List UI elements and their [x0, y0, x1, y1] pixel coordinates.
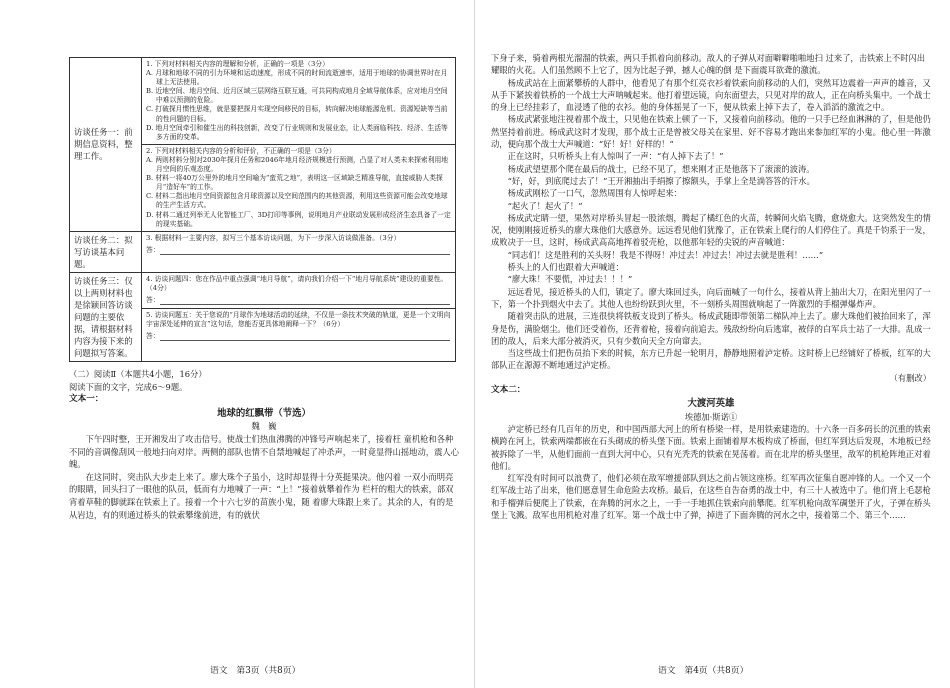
answer-label: 答： — [146, 331, 160, 340]
section-instruction: 阅读下面的文字，完成6～9题。 — [69, 381, 188, 392]
section-heading: （二）阅读Ⅱ（本题共4小题，16分） — [69, 369, 207, 379]
page-footer-right: 语文 第4页（共8页） — [658, 666, 749, 676]
right-page — [475, 0, 950, 688]
answer-line[interactable] — [160, 331, 450, 341]
question-2-option-b: B. 材料一将40万公里外的地月空间喻为“蛮荒之地”，表明这一区域缺乏精准导航，直接威胁人类探月“造好车”的工作。 — [146, 174, 443, 192]
task-1-questions — [142, 58, 456, 232]
question-2 — [146, 145, 451, 229]
question-1-option-a: A. 月球和地球不同的引力环境和运动速度，形成不同的时间流逝速率，适用于地球的协调世界时在月球上无法使用。 — [146, 69, 448, 87]
question-3 — [142, 231, 456, 272]
text1-continued-paragraph: 杨成武紧张地注视着那个战士，只见他在铁索上顿了一下，又接着向前移动。他的一只手已经血淋淋的了，但是他仍然坚持着前进。杨成武这时才发现，那个战士正是曾被父母关在家里、好不容易才跑出来参加红军的小鬼。他心里一阵激动，便向那个战士大声喊道：“好！好！好样的！” — [491, 114, 931, 150]
text1-continued-paragraph: 杨成武刚松了一口气，忽然周围有人惊呼起来： — [507, 188, 682, 199]
question-2-option-c: C. 材料二指出地月空间资源包含月球资源以及空间范围内的其他资源，利用这些资源可能会改变地球的生产生活方式。 — [146, 192, 448, 210]
question-3-stem: 3. 根据材料一主要内容，拟写三个基本访谈问题，为下一步深入访谈做准备。（3分） — [146, 233, 401, 242]
question-1-option-d: D. 地月空间牵引和催生出的科技创新，改变了行业规则和发展业态，让人类面临科技、经济、生活等多方面的变革。 — [146, 123, 448, 141]
answer-line[interactable] — [160, 245, 450, 255]
task-row-2 — [70, 231, 456, 272]
text2-paragraph: 泸定桥已经有几百年的历史，和中国西部大河上的所有桥梁一样，是用铁索建造的。十六条一百多码长的沉重的铁索横跨在河上，铁索两端都嵌在石头砌成的桥头堡下面。铁索上面铺着厚木板构成了桥面，但红军到达后发现，木地板已经被拆除了一半，从他们面前一直到大河中心，只有光秃秃的铁索在晃荡着。而在北岸的桥头堡里，敌军的机枪阵地正对着他们。 — [491, 423, 931, 471]
source-note: （有删改） — [889, 372, 931, 383]
text1-continued-paragraph: 杨成武定睛一望，果然对岸桥头冒起一股浓烟，腾起了橘红色的火苗，转瞬间火焰飞腾，愈烧愈大。这突然发生的情况，使刚刚接近桥头的廖大珠他们大感意外。远远看见他们犹豫了，正在铁索上爬行的人们停住了。真是千钧系于一发，成败决于一旦，这时，杨成武高高地挥着驳壳枪，以他那年轻的尖锐的声音喊道： — [491, 212, 931, 248]
text1-continued-paragraph: “廖大珠！不要慌，冲过去！！！” — [507, 274, 633, 285]
text2-author: 埃德加·斯诺① — [684, 411, 738, 422]
text1-paragraph: 下午四时整，王开湘发出了攻击信号。使战士们热血沸腾的冲锋号声响起来了，接着枉 童机枪和各种不同的音调像刮风一般地扫向对岸。两侧的部队也情不自禁地喊起了冲杀声，一时竟显得山摇地动，震人心魄。 — [69, 433, 459, 470]
task-row-1 — [70, 58, 456, 232]
text1-continued-paragraph: 正在这时，只听桥头上有人惊叫了一声：“有人掉下去了！” — [507, 151, 724, 162]
task-3-questions — [142, 272, 456, 361]
text1-continued-paragraph: 随着突击队的进展，三连很快将铁板支设到了桥头。杨成武随即带领第二梯队冲上去了。廖大珠他们被抬回来了，浑身是伤，满脸烟尘。他们还受着伤，还背着枪，接着向前追去。残敌纷纷向后逃窜，被俘的白军兵士站了一大排。乱成一团的敌人，后来大部分被消灭，只有少数向天全方向窜去。 — [491, 311, 931, 346]
question-1 — [142, 60, 455, 145]
text1-continued-paragraph: 桥头上的人们也跟着大声喊道： — [507, 262, 624, 273]
question-2-option-d: D. 材料二通过列举无人化智能工厂、3D打印等事例，说明地月产业联动发展形成经济生态具备了一定的现实基础。 — [146, 210, 451, 228]
task-3-label: 访谈任务三：仅以上两则材料也是徐颖回答访谈问题的主要依据，请根据材料内容为接下来的问题拟写答案。 — [70, 272, 142, 361]
page-footer-left: 语文 第3页（共8页） — [210, 666, 301, 676]
question-4 — [142, 275, 455, 309]
question-1-option-c: C. 打破探月惯性思维，就是要把探月实现空间移民的目标，转向解决地球能源危机、资源短缺等当前的性问题的目标。 — [146, 105, 448, 123]
text1-paragraph: 在这同时，突击队大步走上来了。廖大珠个子虽小，这时却显得十分英挺果决。他闪着 一双小而明亮的眼睛，回头扫了一眼他的队员，低而有力地喊了一声：“上！”接着就攀着作为 栏杆的粗大的铁索，部双宵着草鞋的脚就踩在铁索上了。接着一个十六七岁的苗族小鬼，随 着廖大珠跟上来了。其余的人，有的是从岩边，有的则通过桥头的铁索攀缘前进，有的就伏 — [69, 471, 454, 520]
question-3-answer — [146, 245, 451, 255]
answer-label: 答： — [146, 295, 160, 304]
text2-paragraph: 红军没有时间可以浪费了，他们必须在敌军增援部队到达之前占领这座桥。红军再次征集自愿冲锋的人。一个又一个红军战士站了出来，他们愿意冒生命危险去攻桥。最后，在这些自告奋勇的战士中，有三十人被选中了。他们背上毛瑟枪和手榴弹后便爬上了铁索，在奔腾的河水之上，一手一手地抓住铁索向前攀爬。红军机枪向敌军碉堡开了火，子弹在桥头堡上飞溅。敌军也用机枪对准了红军。第一个战士中了弹，掉进了下面奔腾的河水之中，接着第二个、第三个…… — [491, 473, 931, 520]
question-1-option-b: B. 近地空间、地月空间、近月区域三层网络互联互通，可共同构成地月全域导航体系，应对地月空间中难以预测的危险。 — [146, 87, 448, 105]
question-5-stem: 5. 访谈问题五：关于您说的“月球作为地球活动的延续，不仅是一条技术突破的轨道，更是一个文明向宇宙深处延伸的宣言”这句话，您能否更具体地阐释一下？（6分） — [146, 310, 451, 328]
reading-section-left — [69, 368, 459, 521]
text1-title: 地球的红飘带（节选） — [217, 407, 311, 419]
text1-continued-paragraph: “起火了！起火了！” — [507, 200, 583, 211]
text1-continued-paragraph: 当这些战士们把伤员抬下来的时候，东方已升起一轮明月，静静地照着泸定桥。这时桥上已经铺好了桥板，红军的大部队正在源源不断地通过泸定桥。 — [491, 348, 931, 371]
task-row-3 — [70, 272, 456, 361]
text1-continued-paragraph: “好，好，到底爬过去了！”王开湘抽出手绢擦了擦额头，手掌上全是淌答答的汗水。 — [507, 175, 815, 186]
text1-continued-paragraph: “同志们！这是胜利的关头呀！我是不得呀！冲过去！冲过去！冲过去就是胜利！……” — [507, 249, 824, 260]
reading-section-right — [491, 52, 931, 521]
question-2-stem: 2. 下列对材料相关内容的分析和评价，不正确的一项是（3分） — [146, 146, 336, 155]
interview-task-table — [69, 57, 456, 362]
question-5-answer — [146, 331, 451, 341]
answer-label: 答： — [146, 245, 160, 254]
text1-author: 魏 巍 — [251, 421, 277, 432]
question-4-stem: 4. 访谈问题四：您在作品中重点强调“地月导航”，请向我们介绍一下“地月导航系统”建设的重要性。（4分） — [146, 274, 448, 292]
question-2-option-a: A. 两则材料分别对2030年探月任务和2046年地月经济规模进行预测，凸显了对人类未来探索利用地月空间的乐观态度。 — [146, 155, 449, 174]
question-5 — [146, 309, 451, 341]
text1-continued-paragraph: 杨成武望望那个爬在最后的战士，已经不见了，想来刚才正是他落下了滚滚的波涛。 — [507, 163, 815, 174]
question-1-stem: 1. 下列对材料相关内容的理解和分析，正确的一项是（3分） — [146, 60, 329, 68]
task-2-label: 访谈任务二：拟写访谈基本问题。 — [70, 231, 142, 272]
answer-line[interactable] — [160, 295, 450, 305]
text1-continued-paragraph: 杨成武站在上面紧攀桥的人群中，他看见了有那个红亮衣衫着铁索向前移动的人们，突然耳边震着一声声的雄音，又从手下紧挨着铁桥的一个战士大声呐喊起来。他打着望远镜，向东面望去，只见对岸的敌人，正在向桥头集中。一个战士的身上已经挂彩了，血浸透了他的衣衫。他的身体摇晃了一下，便从铁索上掉下去了，卷入滔滔的激流之中。 — [491, 77, 931, 113]
task-1-label: 访谈任务一：前期信息资料，整理工作。 — [70, 58, 142, 232]
text1-continued-paragraph: 下身子来，骑着两根光溜溜的铁索，两只手抓着向前移动。敌人的子弹从对面噼噼啪啪地扫 过来了，击铁索上不时闪出耀眼的火花。人们虽然顾不上它了，因为比起子弹，撼人心魄的倒 是下面震耳欲聋的激流。 — [491, 53, 926, 76]
question-4-answer — [146, 295, 451, 305]
text1-continued-paragraph: 远远看见，接近桥头的人们，镇定了。廖大珠回过头，向后面喊了一句什么，接着从背上抽出大刀，在阳光里闪了一下，第一个扑到烟火中去了。其他人也纷纷跃到火里，不一刻桥头周围就响起了一阵激烈的手榴弹爆炸声。 — [491, 286, 931, 309]
text1-label: 文本一： — [69, 394, 104, 405]
text2-title: 大渡河英雄 — [687, 398, 735, 410]
text2-label: 文本二： — [491, 385, 526, 396]
